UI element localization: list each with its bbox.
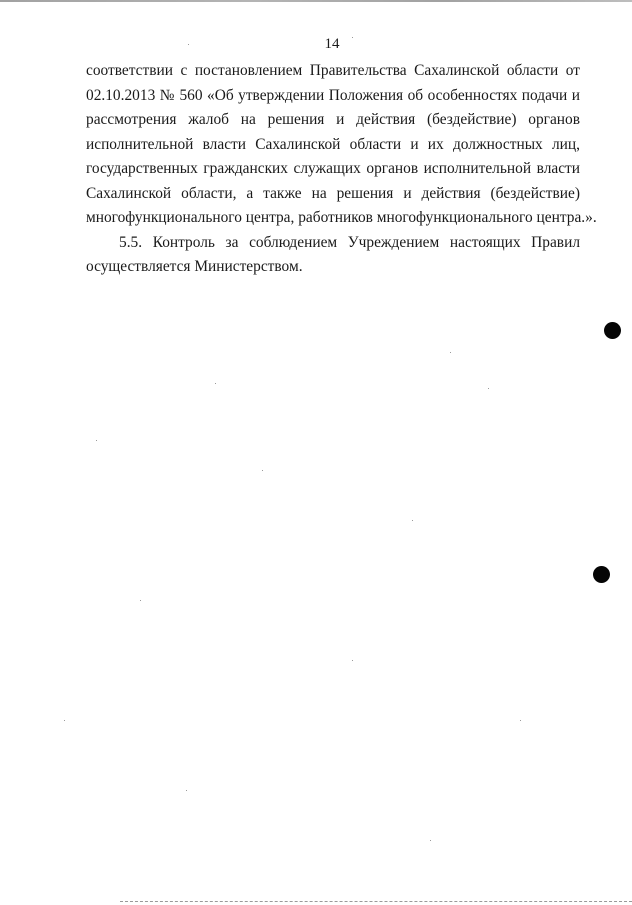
text-line: многофункционального центра, работников многофункционального центра.». bbox=[86, 209, 597, 226]
speck bbox=[262, 470, 263, 471]
text-line: 02.10.2013 № 560 «Об утверждении Положения об особенностях подачи и bbox=[86, 86, 580, 104]
document-body bbox=[86, 59, 597, 280]
speck bbox=[186, 790, 187, 791]
punch-hole bbox=[593, 566, 610, 583]
paragraph-1 bbox=[86, 59, 597, 231]
text-line: Сахалинской области, а также на решения и действия (бездействие) bbox=[86, 184, 580, 202]
speck bbox=[352, 37, 353, 38]
speck bbox=[188, 44, 189, 45]
paragraph-2 bbox=[86, 231, 580, 280]
speck bbox=[430, 840, 431, 841]
speck bbox=[64, 720, 65, 721]
speck bbox=[140, 600, 141, 601]
speck bbox=[412, 520, 413, 521]
speck bbox=[96, 440, 97, 441]
text-line: исполнительной власти Сахалинской области и их должностных лиц, bbox=[86, 135, 580, 153]
text-line: государственных гражданских служащих органов исполнительной власти bbox=[86, 160, 580, 177]
speck bbox=[488, 388, 489, 389]
text-line: осуществляется Министерством. bbox=[86, 258, 303, 275]
speck bbox=[352, 660, 353, 661]
speck bbox=[520, 720, 521, 721]
speck bbox=[450, 352, 451, 353]
scan-bottom-edge bbox=[120, 901, 632, 903]
punch-hole bbox=[604, 322, 621, 339]
text-line: соответствии с постановлением Правительства Сахалинской области от bbox=[86, 62, 580, 79]
scan-top-edge bbox=[0, 0, 632, 2]
page-number: 14 bbox=[324, 36, 340, 52]
text-line: 5.5. Контроль за соблюдением Учреждением настоящих Правил bbox=[119, 233, 580, 251]
speck bbox=[215, 383, 216, 384]
text-line: рассмотрения жалоб на решения и действия (бездействие) органов bbox=[86, 111, 580, 128]
